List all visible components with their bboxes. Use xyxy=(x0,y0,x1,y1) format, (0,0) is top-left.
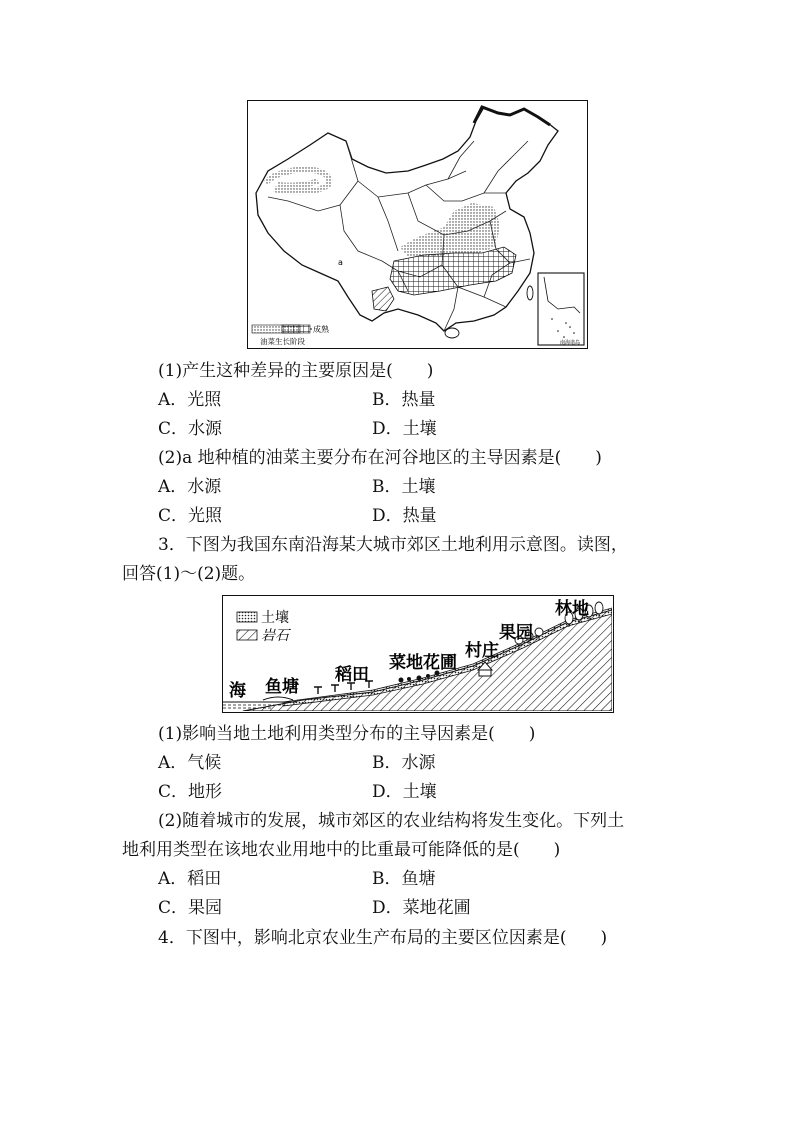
q2-sub1-option-b[interactable]: B．热量 xyxy=(372,390,436,410)
legend-ripe: 成熟 xyxy=(313,325,329,334)
label-orchard: 果园 xyxy=(499,623,533,643)
q3-stem-line2: 回答(1)～(2)题。 xyxy=(122,564,256,584)
q3-sub1-option-a[interactable]: A．气候 xyxy=(158,753,222,773)
q3-sub1-stem: (1)影响当地土地利用类型分布的主导因素是( ) xyxy=(158,724,536,744)
label-paddy: 稻田 xyxy=(335,665,369,685)
label-fishpond: 鱼塘 xyxy=(265,677,299,697)
a-region-hatch xyxy=(372,287,394,311)
q3-sub2-option-b[interactable]: B．鱼塘 xyxy=(372,869,436,889)
q2-sub2-stem: (2)a 地种植的油菜主要分布在河谷地区的主导因素是( ) xyxy=(158,448,602,468)
label-village: 村庄 xyxy=(465,641,499,661)
q3-sub2-option-d[interactable]: D．菜地花圃 xyxy=(372,898,471,918)
q3-sub2-option-a[interactable]: A．稻田 xyxy=(158,869,222,889)
central-dot-zone xyxy=(400,203,500,257)
q2-sub2-option-a[interactable]: A．水源 xyxy=(158,477,222,497)
q2-sub1-option-c[interactable]: C．水源 xyxy=(158,419,223,439)
q2-sub1-stem: (1)产生这种差异的主要原因是( ) xyxy=(158,361,434,381)
q2-sub2-option-d[interactable]: D．热量 xyxy=(372,506,437,526)
cross-section-drawing xyxy=(223,596,612,711)
land-use-cross-section xyxy=(222,595,614,713)
q3-sub2-option-c[interactable]: C．果园 xyxy=(158,898,223,918)
q4-stem: 4．下图中，影响北京农业生产布局的主要区位因素是( ) xyxy=(158,928,608,948)
label-sea: 海 xyxy=(229,681,246,701)
inset-label: 南海诸岛 xyxy=(560,340,581,346)
q3-sub1-option-c[interactable]: C．地形 xyxy=(158,782,223,802)
label-forest: 林地 xyxy=(555,599,589,619)
q2-sub1-option-d[interactable]: D．土壤 xyxy=(372,419,437,439)
q2-sub2-option-b[interactable]: B．土壤 xyxy=(372,477,436,497)
q2-sub1-option-a[interactable]: A．光照 xyxy=(158,390,222,410)
q3-sub1-option-b[interactable]: B．水源 xyxy=(372,753,436,773)
q3-sub2-stem-line1: (2)随着城市的发展，城市郊区的农业结构将发生变化。下列土 xyxy=(158,811,625,831)
china-outline xyxy=(256,107,558,331)
label-veg: 菜地花圃 xyxy=(389,653,457,673)
region-a-label: a xyxy=(338,258,343,267)
q3-stem-line1: 3．下图为我国东南沿海某大城市郊区土地利用示意图。读图， xyxy=(158,535,628,555)
q2-sub2-option-c[interactable]: C．光照 xyxy=(158,506,223,526)
map-drawing xyxy=(248,101,586,347)
legend-rock: 岩石 xyxy=(261,628,289,644)
q3-sub2-stem-line2: 地利用类型在该地农业用地中的比重最可能降低的是( ) xyxy=(122,840,561,860)
china-rapeseed-map xyxy=(247,100,588,349)
legend-title: 油菜生长阶段 xyxy=(260,337,305,346)
legend-soil: 土壤 xyxy=(261,610,289,626)
xinjiang-ripe-zone xyxy=(266,170,330,192)
q3-sub1-option-d[interactable]: D．土壤 xyxy=(372,782,437,802)
